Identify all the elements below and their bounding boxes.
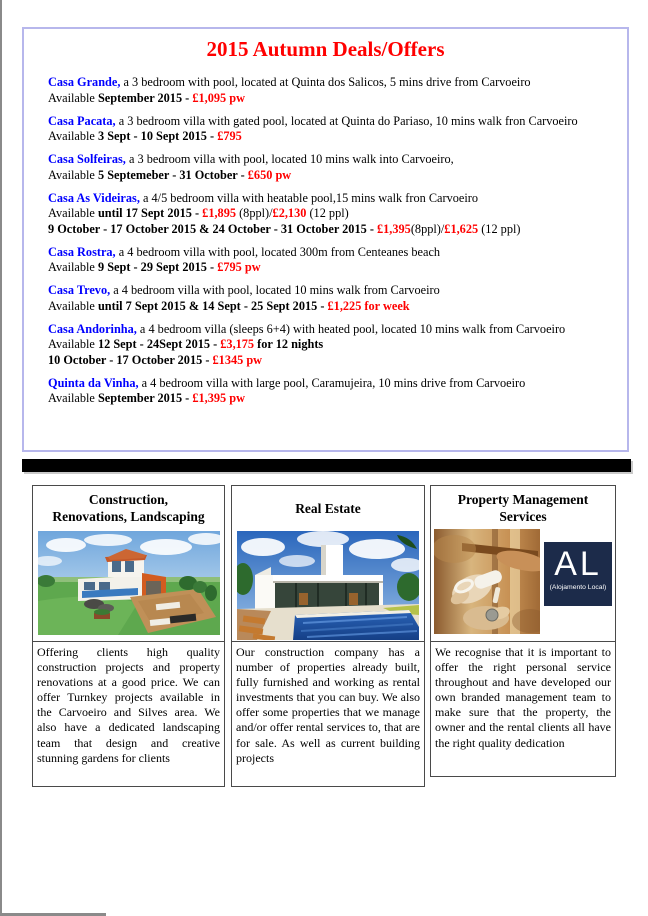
deal-text: a 4 bedroom villa (sleeps 6+4) with heated pool, located 10 mins walk from Carvoeiro <box>136 321 566 336</box>
deal-dates: until 17 Sept 2015 <box>97 206 192 220</box>
deal-name: Casa Rostra, <box>48 244 116 259</box>
deal-listing <box>48 191 617 238</box>
deal-dates: September 2015 <box>97 90 183 105</box>
column-property-management <box>430 485 616 777</box>
deal-dates: - <box>317 298 328 313</box>
al-logo-caption: (Alojamento Local) <box>549 584 607 591</box>
deal-dates: 5 Septemeber - 31 October <box>97 167 238 182</box>
deal-dates: - <box>237 167 248 182</box>
deal-listing-line <box>48 222 617 238</box>
deal-dates: - <box>206 260 218 274</box>
deal-listing-line <box>48 168 617 184</box>
deal-listing-line <box>48 91 617 107</box>
deal-name: Casa Trevo, <box>48 283 111 297</box>
construction-header-cell <box>33 486 224 641</box>
real-estate-title-line1: Real Estate <box>295 501 361 516</box>
construction-body: Offering clients high quality construction projects and property renovations at a good price. We can offer Turnkey projects available in the Carvoeiro and Silves area. We also have a dedicated landscaping team that design and creative stunning gardens for clients <box>37 645 220 765</box>
deal-text: a 4 bedroom villa with pool, located 300m from Centeanes beach <box>115 244 441 259</box>
deal-dates: September 2015 <box>97 391 183 405</box>
construction-text-cell <box>33 641 224 786</box>
deal-listing-line <box>48 337 617 353</box>
deal-listing <box>48 152 617 183</box>
real-estate-text-cell <box>232 641 424 786</box>
deal-listing-line <box>48 191 617 207</box>
construction-title-line2: Renovations, Landscaping <box>52 508 205 524</box>
deal-text: a 4 bedroom villa with large pool, Caramujeira, 10 mins drive from Carvoeiro <box>138 375 526 390</box>
deal-name: Quinta da Vinha, <box>48 375 139 390</box>
deal-listing-line <box>48 260 617 276</box>
construction-title-line1: Construction, <box>88 492 169 507</box>
deal-name: Casa Andorinha, <box>48 321 137 336</box>
deal-listing-line <box>48 129 617 145</box>
pool-villa-image <box>237 531 419 640</box>
property-title-line1: Property Management <box>457 492 589 507</box>
deal-price: £1,395 <box>377 221 411 236</box>
deal-price: £1,625 <box>444 221 479 236</box>
deal-text: a 4/5 bedroom villa with heatable pool,15 mins walk fron Carvoeiro <box>139 190 478 205</box>
real-estate-header-cell <box>232 486 424 641</box>
deal-dates: - <box>191 206 203 220</box>
deal-price: £1345 pw <box>212 352 263 367</box>
real-estate-body: Our construction company has a number of properties already built, fully furnished and working as rental investments that you can buy. We also offer some properties that we manage and/or offer rental services to, that are for sale. As well as current building projects <box>236 645 420 765</box>
al-logo <box>544 542 612 606</box>
deal-name: Casa Grande, <box>48 75 121 89</box>
deal-dates: - <box>206 129 218 143</box>
deal-name: Casa Solfeiras, <box>48 152 126 166</box>
deal-listing-line <box>48 114 617 130</box>
deal-listing-line <box>48 299 617 315</box>
keys-handover-image <box>434 529 540 634</box>
deal-listing <box>48 322 617 369</box>
deal-price: £2,130 <box>272 206 307 220</box>
deal-text: a 3 bedroom villa with gated pool, located at Quinta do Pariaso, 10 mins walk fron Carvoeiro <box>115 113 578 128</box>
deal-listing <box>48 114 617 145</box>
column-construction <box>32 485 225 787</box>
deal-dates: until 7 Sept 2015 & 14 Sept - 25 Sept 2015 <box>97 298 318 313</box>
deal-name: Casa Pacata, <box>48 113 116 128</box>
property-images-row <box>431 527 615 634</box>
property-title-line2: Services <box>499 508 547 524</box>
deal-dates: - <box>202 352 213 367</box>
property-title <box>431 486 615 527</box>
deal-dates: 3 Sept - 10 Sept 2015 <box>97 129 207 143</box>
deal-dates: - <box>366 221 377 236</box>
deal-listing-line <box>48 75 617 91</box>
deal-text: (12 ppl) <box>478 221 521 236</box>
deal-text: (8ppl)/ <box>410 221 445 236</box>
deal-price: £795 <box>217 129 242 143</box>
deal-name: Casa As Videiras, <box>48 190 140 205</box>
deal-text: (8ppl)/ <box>236 206 273 220</box>
deal-text: a 4 bedroom villa with pool, located 10 mins walk from Carvoeiro <box>110 283 440 297</box>
deal-listing <box>48 75 617 106</box>
deal-listing-line <box>48 283 617 299</box>
deal-listing <box>48 245 617 276</box>
deal-price: £1,225 for week <box>327 298 410 313</box>
deal-listing-line <box>48 353 617 369</box>
page-title: 2015 Autumn Deals/Offers <box>206 37 445 61</box>
deal-text: Available <box>48 391 98 405</box>
property-header-cell <box>431 486 615 641</box>
al-logo-letters: AL <box>554 545 602 583</box>
deal-listing-line <box>48 322 617 338</box>
deal-dates: - <box>210 337 221 351</box>
deal-price: £3,175 <box>220 337 255 351</box>
deal-listing-line <box>48 206 617 222</box>
deal-price: £650 pw <box>247 167 292 182</box>
deal-text: Available <box>48 260 98 274</box>
construction-title <box>33 486 224 527</box>
deal-listing <box>48 376 617 407</box>
deal-listing-line <box>48 152 617 168</box>
property-text-cell <box>431 641 615 776</box>
deal-text: Available <box>48 298 98 313</box>
column-real-estate <box>231 485 425 787</box>
deal-text: Available <box>48 167 98 182</box>
deal-text: Available <box>48 129 98 143</box>
deal-dates: 12 Sept - 24Sept 2015 <box>97 337 211 351</box>
deal-text: Available <box>48 206 98 220</box>
deal-dates: 10 October - 17 October 2015 <box>48 352 203 367</box>
page-left-border <box>0 0 2 916</box>
deal-price: £1,895 <box>202 206 236 220</box>
deal-dates: 9 Sept - 29 Sept 2015 <box>97 260 207 274</box>
deal-listing-line <box>48 391 617 407</box>
deal-price: £1,395 pw <box>192 391 245 405</box>
deal-text: Available <box>48 90 98 105</box>
deal-price: £795 pw <box>217 260 261 274</box>
deal-text: (12 ppl) <box>306 206 349 220</box>
divider-bar <box>22 459 631 472</box>
deal-dates: for 12 nights <box>254 337 324 351</box>
deal-text: a 3 bedroom villa with pool, located 10 mins walk into Carvoeiro, <box>125 152 454 166</box>
deal-dates: 9 October - 17 October 2015 & 24 October - 31 October 2015 <box>48 221 367 236</box>
deal-price: £1,095 pw <box>192 90 245 105</box>
deal-listing <box>48 283 617 314</box>
deal-dates: - <box>182 391 193 405</box>
deal-listing-line <box>48 376 617 392</box>
villa-render-image <box>38 531 220 635</box>
deal-text: Available <box>48 337 98 351</box>
real-estate-title <box>232 486 424 527</box>
deal-listing-line <box>48 245 617 261</box>
deals-list <box>48 75 617 407</box>
deals-box <box>22 27 629 452</box>
property-body: We recognise that it is important to offer the right personal service throughout and have developed our own branded management team to make sure that the property, the owner and the rental clients all have the right quality dedication <box>435 645 611 750</box>
deal-text: a 3 bedroom with pool, located at Quinta dos Salicos, 5 mins drive from Carvoeiro <box>120 75 531 89</box>
deal-dates: - <box>182 90 193 105</box>
